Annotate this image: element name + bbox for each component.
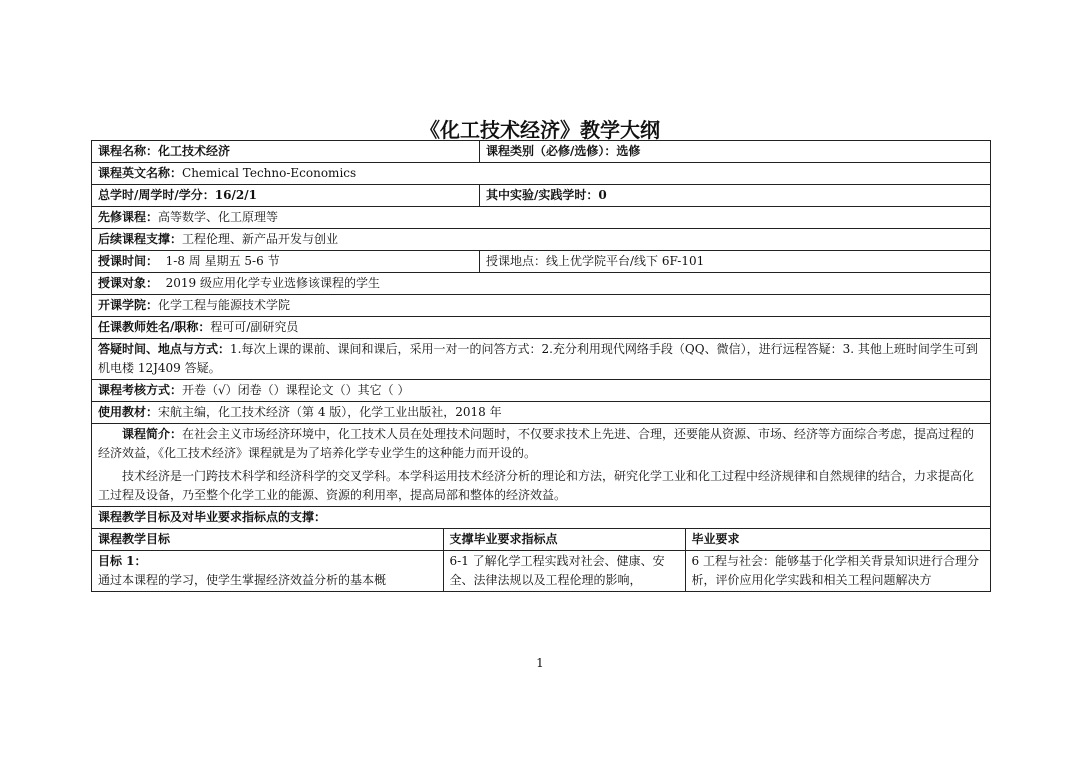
objectives-row (92, 529, 991, 592)
intro-row (92, 424, 991, 507)
follow-up-label: 后续课程支撑： (98, 232, 183, 246)
objectives-heading-row (92, 507, 991, 529)
follow-up-cell (92, 229, 991, 251)
english-name-value: Chemical Techno-Economics (182, 166, 357, 180)
assessment-row (92, 380, 991, 402)
prerequisite-row (92, 207, 991, 229)
textbook-cell (92, 402, 991, 424)
course-type-cell (480, 141, 991, 163)
english-name-row (92, 163, 991, 185)
teaching-time-row (92, 251, 991, 273)
goal-text: 通过本课程的学习，使学生掌握经济效益分析的基本概 (98, 573, 387, 587)
college-value: 化学工程与能源技术学院 (158, 298, 291, 312)
teacher-row (92, 317, 991, 339)
audience-value: 2019 级应用化学专业选修该课程的学生 (165, 276, 381, 290)
english-name-cell (92, 163, 991, 185)
textbook-value: 宋航主编，化工技术经济（第 4 版），化学工业出版社，2018 年 (158, 405, 502, 419)
intro-label: 课程简介： (122, 427, 183, 441)
course-name-label: 课程名称： (98, 144, 159, 158)
lab-hours-label: 其中实验/实践学时： (486, 188, 599, 202)
textbook-label: 使用教材： (98, 405, 159, 419)
objectives-header-requirement: 毕业要求 (685, 529, 991, 551)
qa-label: 答疑时间、地点与方式： (98, 342, 231, 356)
course-type-label: 课程类别（必修/选修）： (486, 144, 617, 158)
teaching-time-cell (92, 251, 480, 273)
syllabus-table (91, 140, 991, 592)
audience-cell (92, 273, 991, 295)
teacher-cell (92, 317, 991, 339)
course-name-value: 化工技术经济 (158, 144, 231, 158)
objectives-table (92, 529, 991, 591)
qa-cell (92, 339, 991, 380)
follow-up-row (92, 229, 991, 251)
audience-row (92, 273, 991, 295)
assessment-label: 课程考核方式： (98, 383, 183, 397)
textbook-row (92, 402, 991, 424)
objectives-container (92, 529, 991, 592)
goal-cell (92, 551, 443, 592)
goal-label: 目标 1： (98, 554, 147, 568)
course-name-row (92, 141, 991, 163)
assessment-value: 开卷（√）闭卷（）课程论文（）其它（ ） (182, 383, 410, 397)
hours-row (92, 185, 991, 207)
lab-hours-cell (480, 185, 991, 207)
hours-cell (92, 185, 480, 207)
intro-paragraph-2: 技术经济是一门跨技术科学和经济科学的交叉学科。本学科运用技术经济分析的理论和方法，研究化学工业和化工过程中经济规律和自然规律的结合，力求提高化工过程及设备，乃至整个化学工业的能源、资源的利用率，提高局部和整体的经济效益。 (98, 469, 975, 502)
requirement-cell: 6 工程与社会：能够基于化学相关背景知识进行合理分析，评价应用化学实践和相关工程问题解决方 (691, 554, 979, 587)
prerequisite-value: 高等数学、化工原理等 (158, 210, 279, 224)
objectives-header-goal: 课程教学目标 (92, 529, 443, 551)
page-title: 《化工技术经济》教学大纲 (420, 118, 660, 142)
objectives-header-row (92, 529, 991, 551)
qa-row (92, 339, 991, 380)
audience-label: 授课对象： (98, 276, 159, 290)
intro-paragraph-1 (98, 425, 984, 463)
page-number: 1 (536, 656, 544, 670)
location-cell (480, 251, 991, 273)
teaching-time-label: 授课时间： (98, 254, 159, 268)
hours-value: 16/2/1 (214, 188, 257, 202)
objectives-heading: 课程教学目标及对毕业要求指标点的支撑： (92, 507, 991, 529)
prerequisite-cell (92, 207, 991, 229)
english-name-label: 课程英文名称： (98, 166, 183, 180)
objectives-header-indicator: 支撑毕业要求指标点 (443, 529, 685, 551)
teacher-value: 程可可/副研究员 (210, 320, 299, 334)
hours-label: 总学时/周学时/学分： (98, 188, 215, 202)
intro-p1: 在社会主义市场经济环境中，化工技术人员在处理技术问题时，不仅要求技术上先进、合理，还要能从资源、市场、经济等方面综合考虑，提高过程的经济效益，《化工技术经济》课程就是为了培养化学专业学生的这种能力而开设的。 (98, 427, 975, 460)
prerequisite-label: 先修课程： (98, 210, 159, 224)
college-row (92, 295, 991, 317)
follow-up-value: 工程伦理、新产品开发与创业 (182, 232, 339, 246)
course-type-value: 选修 (616, 144, 641, 158)
college-label: 开课学院： (98, 298, 159, 312)
qa-value: 1.每次上课的课前、课间和课后，采用一对一的问答方式：2.充分利用现代网络手段（QQ、微信），进行远程答疑：3. 其他上班时间学生可到机电楼 12J409 答疑。 (98, 342, 978, 375)
teacher-label: 任课教师姓名/职称： (98, 320, 211, 334)
indicator-cell: 6-1 了解化学工程实践对社会、健康、安全、法律法规以及工程伦理的影响， (443, 551, 685, 592)
course-name-cell (92, 141, 480, 163)
intro-cell (92, 424, 991, 507)
assessment-cell (92, 380, 991, 402)
lab-hours-value: 0 (598, 188, 607, 202)
location-text: 授课地点：线上优学院平台/线下 6F-101 (486, 254, 705, 268)
teaching-time-value: 1-8 周 星期五 5-6 节 (165, 254, 280, 268)
college-cell (92, 295, 991, 317)
objectives-row-1 (92, 551, 991, 592)
